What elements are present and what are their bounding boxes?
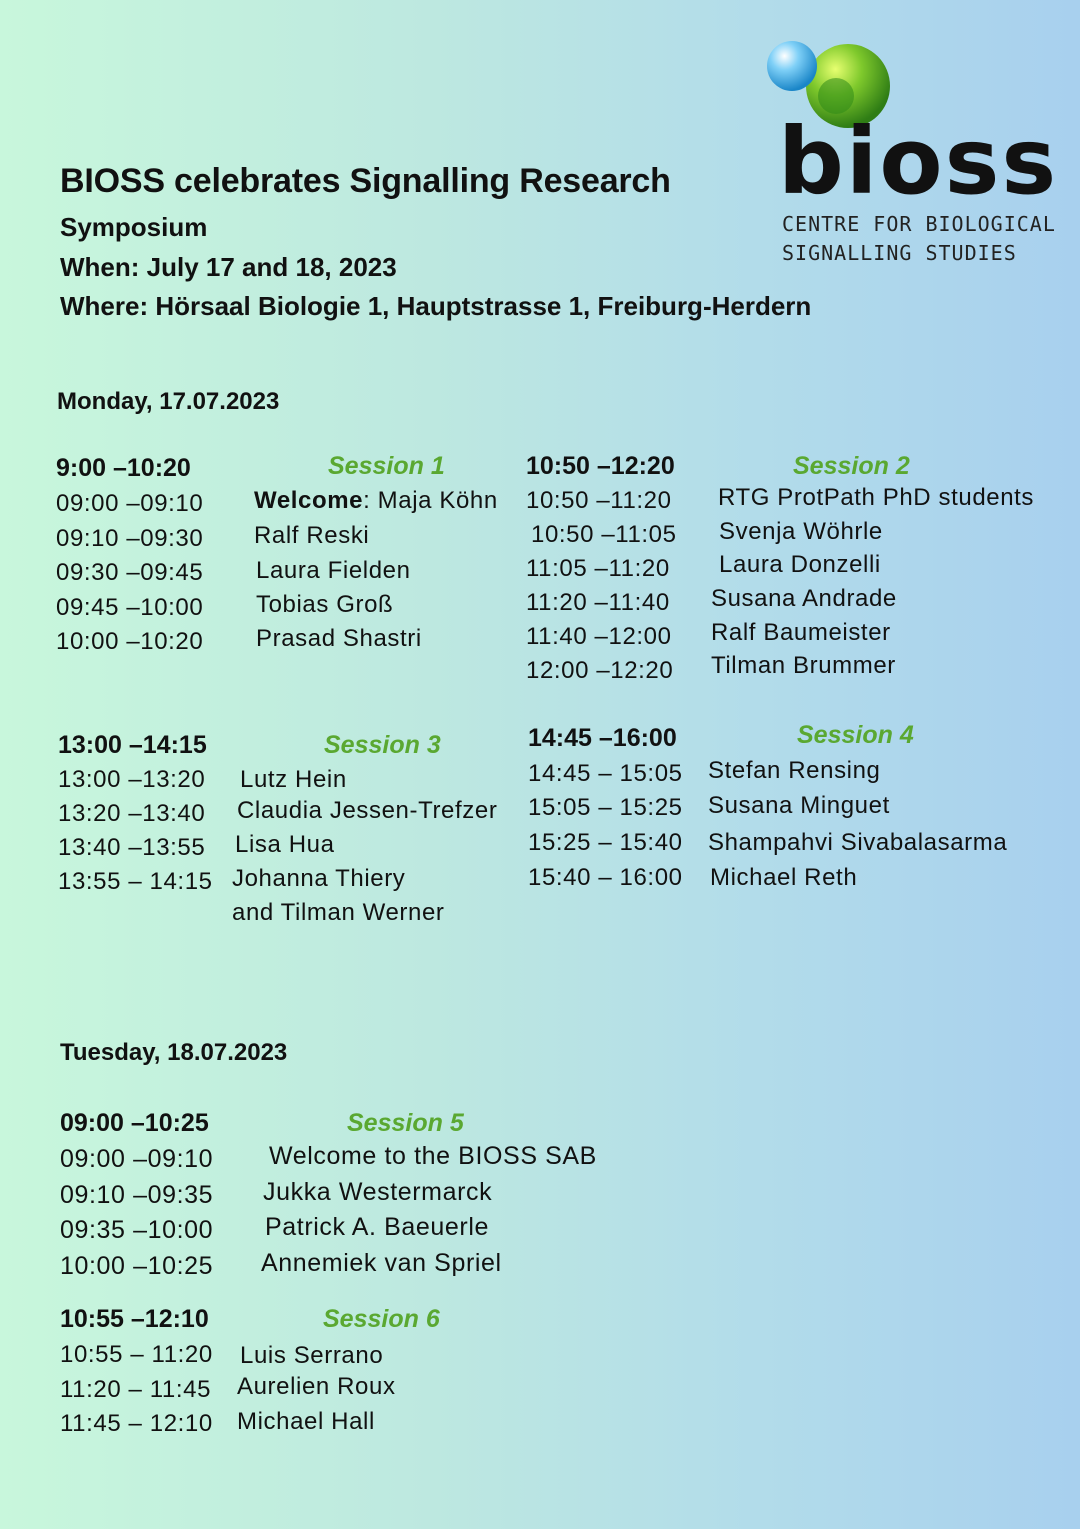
slot-speaker: Prasad Shastri [256,625,422,652]
slot-time: 15:05 – 15:25 [528,794,683,821]
slot-speaker: Johanna Thiery [232,865,406,892]
slot-speaker: Welcome to the BIOSS SAB [269,1142,597,1170]
slot-speaker-continuation: and Tilman Werner [232,899,445,926]
logo-subtitle-line2: SIGNALLING STUDIES [782,241,1017,265]
slot-time: 09:10 –09:35 [60,1181,214,1209]
slot-speaker: Ralf Baumeister [711,619,891,646]
session-title: Session 1 [328,452,445,480]
slot-time: 14:45 – 15:05 [528,760,683,787]
slot-speaker: Susana Andrade [711,585,897,612]
session-title: Session 3 [324,731,441,759]
day-label-monday: Monday, 17.07.2023 [57,388,280,415]
session-time-range: 10:55 –12:10 [60,1305,209,1333]
session-time-range: 13:00 –14:15 [58,731,207,759]
slot-time: 13:00 –13:20 [58,766,206,793]
logo-wordmark: bioss [778,108,1059,215]
session-time-range: 09:00 –10:25 [60,1109,209,1137]
slot-time: 10:00 –10:25 [60,1252,214,1280]
slot-speaker: Svenja Wöhrle [719,518,883,545]
session-time-range: 10:50 –12:20 [526,452,675,480]
slot-time: 11:20 – 11:45 [60,1376,212,1403]
slot-time: 13:55 – 14:15 [58,868,213,895]
slot-speaker: Luis Serrano [240,1342,384,1369]
slot-time: 13:40 –13:55 [58,834,206,861]
slot-time: 10:55 – 11:20 [60,1341,213,1368]
slot-speaker: Lutz Hein [240,766,347,793]
slot-speaker: Ralf Reski [254,522,370,549]
slot-time: 09:45 –10:00 [56,594,204,621]
slot-speaker: Patrick A. Baeuerle [265,1213,490,1241]
slot-speaker: Welcome: Maja Köhn [254,487,498,514]
slot-speaker: Shampahvi Sivabalasarma [708,829,1008,856]
slot-speaker: Susana Minguet [708,792,890,819]
slot-time: 13:20 –13:40 [58,800,206,827]
slot-speaker: Lisa Hua [235,831,335,858]
slot-time: 12:00 –12:20 [526,657,674,684]
slot-speaker: Tobias Groß [256,591,394,618]
session-title: Session 5 [347,1109,464,1137]
slot-time: 11:45 – 12:10 [60,1410,213,1437]
event-location: Where: Hörsaal Biologie 1, Hauptstrasse 1, Freiburg-Herdern [60,291,812,321]
slot-time: 09:35 –10:00 [60,1216,214,1244]
slot-speaker: Claudia Jessen-Trefzer [237,797,498,824]
session-time-range: 14:45 –16:00 [528,724,677,752]
slot-time: 10:00 –10:20 [56,628,204,655]
slot-speaker: Laura Donzelli [719,551,881,578]
slot-time: 11:20 –11:40 [526,589,670,616]
day-label-tuesday: Tuesday, 18.07.2023 [60,1039,288,1066]
welcome-label: Welcome [254,487,364,514]
slot-time: 15:25 – 15:40 [528,829,683,856]
logo-subtitle-line1: CENTRE FOR BIOLOGICAL [782,212,1056,236]
slot-speaker: Stefan Rensing [708,757,881,784]
slot-time: 09:30 –09:45 [56,559,204,586]
slot-time: 10:50 –11:05 [531,521,677,548]
slot-time: 09:00 –09:10 [60,1145,214,1173]
slot-time: 11:05 –11:20 [526,555,670,582]
slot-time: 11:40 –12:00 [526,623,672,650]
slot-speaker: Michael Reth [710,864,858,891]
event-dates: When: July 17 and 18, 2023 [60,252,397,282]
slot-time: 09:10 –09:30 [56,525,204,552]
slot-speaker: Laura Fielden [256,557,411,584]
slot-speaker: Aurelien Roux [237,1373,396,1400]
slot-speaker: Annemiek van Spriel [261,1249,502,1277]
slot-speaker: RTG ProtPath PhD students [718,484,1035,511]
slot-speaker: Jukka Westermarck [263,1178,493,1206]
session-title: Session 2 [793,452,910,480]
slot-speaker: Tilman Brummer [711,652,896,679]
slot-time: 09:00 –09:10 [56,490,204,517]
page-title: BIOSS celebrates Signalling Research [60,162,671,200]
session-title: Session 4 [797,721,914,749]
session-title: Session 6 [323,1305,440,1333]
slot-speaker: Michael Hall [237,1408,375,1435]
slot-time: 15:40 – 16:00 [528,864,683,891]
subtitle: Symposium [60,212,208,242]
slot-time: 10:50 –11:20 [526,487,672,514]
session-time-range: 9:00 –10:20 [56,454,191,482]
